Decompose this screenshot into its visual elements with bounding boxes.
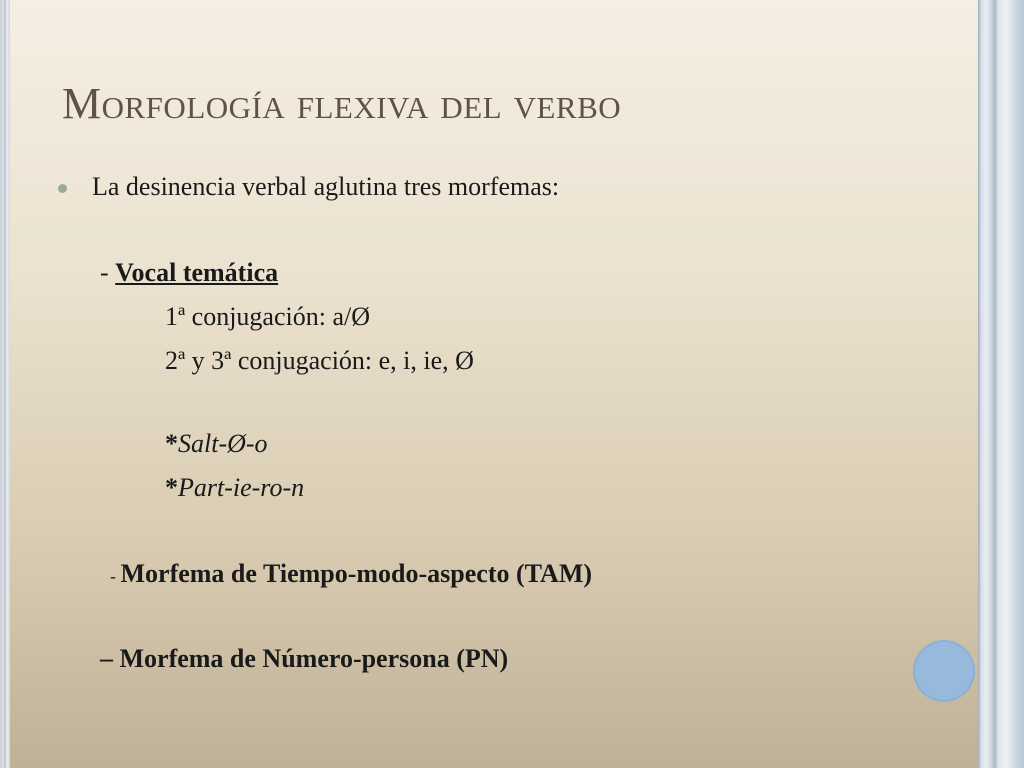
example-text: Salt-Ø-o [178, 429, 268, 458]
conjugation-line-2: 2ª y 3ª conjugación: e, i, ie, Ø [165, 346, 474, 375]
section-heading-tam: Morfema de Tiempo-modo-aspecto (TAM) [120, 559, 593, 588]
section-pn: – Morfema de Número-persona (PN) [100, 644, 509, 673]
example-1 [165, 429, 268, 459]
section-dash: - [100, 258, 116, 287]
example-asterisk: * [165, 429, 178, 458]
bullet-dot-icon [58, 184, 67, 193]
right-border-decoration [978, 0, 1024, 768]
section-tam [110, 559, 592, 589]
section-vocal-tematica [100, 258, 278, 288]
bullet-text: La desinencia verbal aglutina tres morfemas: [92, 172, 560, 201]
example-text: Part-ie-ro-n [178, 473, 305, 502]
conjugation-line-1: 1ª conjugación: a/Ø [165, 302, 371, 331]
section-dash: - [110, 566, 121, 586]
left-border-decoration [0, 0, 10, 768]
slide-title: Morfología flexiva del verbo [62, 79, 622, 128]
section-heading-vocal-tematica: Vocal temática [115, 258, 279, 287]
decorative-circle [913, 640, 975, 702]
example-asterisk: * [165, 473, 178, 502]
example-2 [165, 473, 304, 503]
